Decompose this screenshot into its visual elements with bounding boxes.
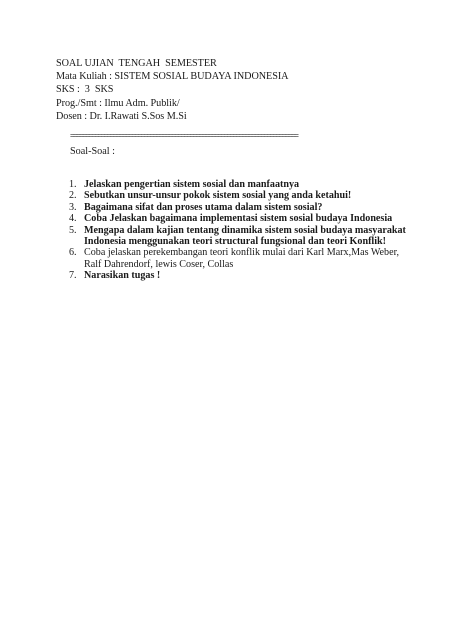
question-text: Mengapa dalam kajian tentang dinamika sistem sosial budaya masyarakat Indonesia menggunakan teori structural fungsional dan teori Konflik! (84, 224, 406, 248)
question-number: 1. (69, 179, 77, 190)
question-item (69, 270, 409, 281)
question-list (69, 179, 409, 282)
question-text: Narasikan tugas ! (84, 270, 161, 282)
credit-units: SKS : 3 SKS (56, 84, 114, 96)
question-number: 4. (69, 213, 77, 225)
section-title: Soal-Soal : (70, 146, 115, 157)
lecturer: Dosen : Dr. I.Rawati S.Sos M.Si (56, 110, 187, 122)
question-item (69, 225, 409, 248)
question-item (69, 190, 409, 201)
question-item (69, 213, 409, 224)
exam-header (56, 57, 289, 123)
question-number: 7. (69, 270, 77, 282)
question-number: 2. (69, 190, 77, 202)
course-name: Mata Kuliah : SISTEM SOSIAL BUDAYA INDONESIA (56, 71, 289, 83)
question-item (69, 179, 409, 190)
program-semester: Prog./Smt : Ilmu Adm. Publik/ (56, 97, 180, 109)
question-number: 6. (69, 247, 77, 259)
question-number: 3. (69, 201, 77, 213)
question-item (69, 202, 409, 213)
question-text: Coba Jelaskan bagaimana implementasi sistem sosial budaya Indonesia (84, 213, 393, 225)
question-text: Bagaimana sifat dan proses utama dalam sistem sosial? (84, 201, 323, 213)
question-item (69, 247, 409, 270)
question-text: Coba jelaskan perekembangan teori konflik mulai dari Karl Marx,Mas Weber, Ralf Dahrendorf, lewis Coser, Collas (84, 247, 400, 270)
question-text: Sebutkan unsur-unsur pokok sistem sosial yang anda ketahui! (84, 190, 352, 202)
question-text: Jelaskan pengertian sistem sosial dan manfaatnya (84, 179, 300, 190)
divider-line: ========================================================================== (70, 132, 298, 140)
question-number: 5. (69, 224, 77, 236)
exam-title: SOAL UJIAN TENGAH SEMESTER (56, 58, 217, 69)
